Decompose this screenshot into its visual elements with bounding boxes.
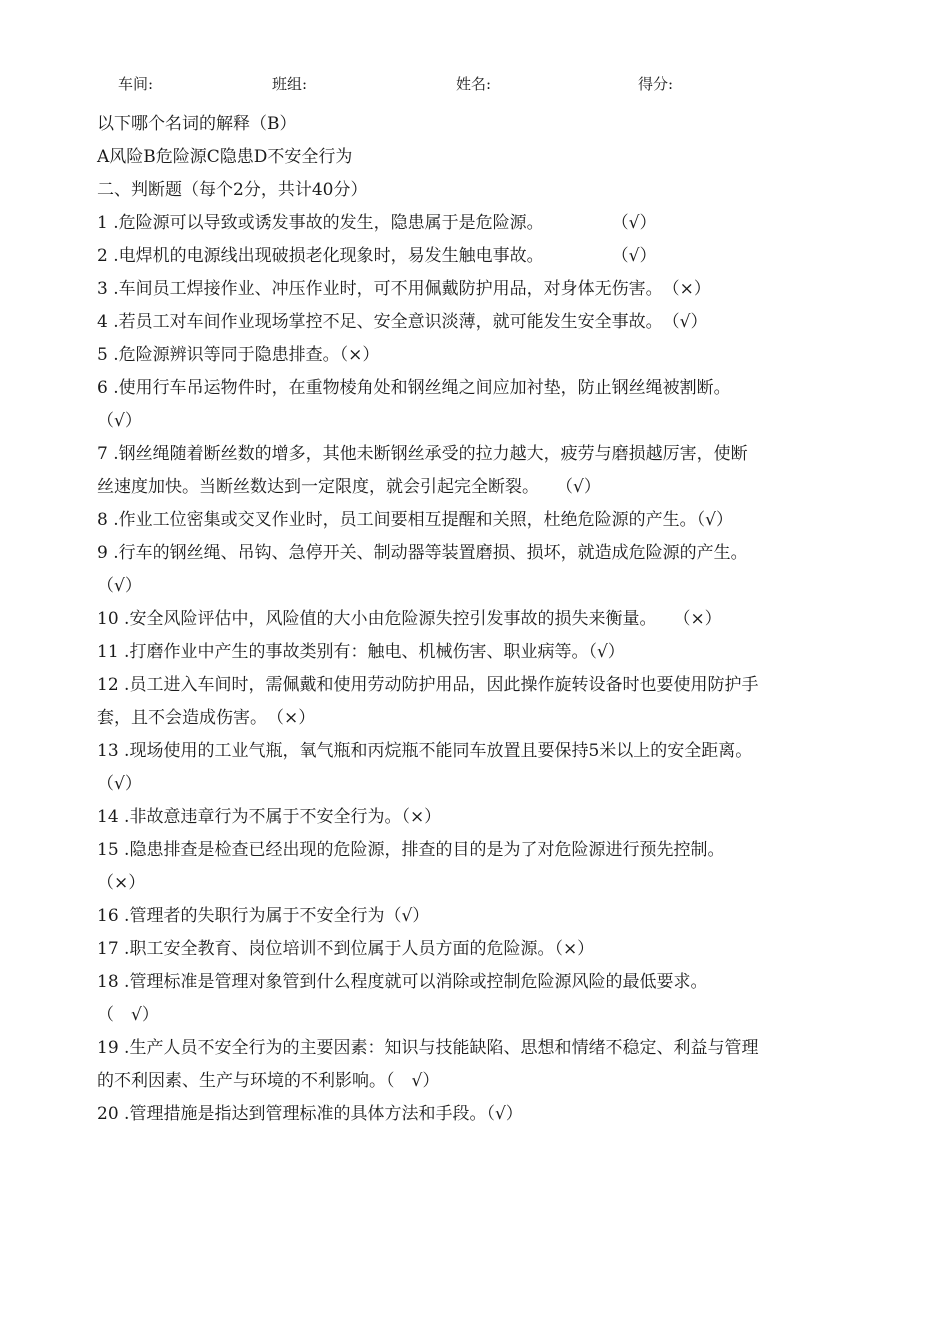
score-label: 得分:: [638, 75, 674, 93]
question-line: 19 .生产人员不安全行为的主要因素：知识与技能缺陷、思想和情绪不稳定、利益与管理: [97, 1038, 759, 1058]
question-line: 的不利因素、生产与环境的不利影响。（ √）: [97, 1071, 440, 1091]
question-line: 2 .电焊机的电源线出现破损老化现象时，易发生触电事故。 （√）: [97, 246, 657, 266]
question-line: 6 .使用行车吊运物件时，在重物棱角处和钢丝绳之间应加衬垫，防止钢丝绳被割断。: [97, 378, 731, 398]
team-label: 班组:: [272, 75, 308, 93]
question-line: （×）: [97, 873, 146, 893]
document-body: [97, 108, 857, 1131]
question-line: 3 .车间员工焊接作业、冲压作业时，可不用佩戴防护用品，对身体无伤害。 （×）: [97, 279, 711, 299]
question-line: 20 .管理措施是指达到管理标准的具体方法和手段。（√）: [97, 1104, 523, 1124]
exam-header: [0, 73, 950, 95]
question-line: 1 .危险源可以导致或诱发事故的发生，隐患属于是危险源。 （√）: [97, 213, 657, 233]
question-line: （√）: [97, 576, 142, 596]
question-line: 15 .隐患排查是检查已经出现的危险源，排查的目的是为了对危险源进行预先控制。: [97, 840, 725, 860]
question-line: 7 .钢丝绳随着断丝数的增多，其他未断钢丝承受的拉力越大，疲劳与磨损越厉害，使断: [97, 444, 748, 464]
question-line: 9 .行车的钢丝绳、吊钩、急停开关、制动器等装置磨损、损坏，就造成危险源的产生。: [97, 543, 748, 563]
question-line: （√）: [97, 774, 142, 794]
section-heading: 二、判断题（每个2分，共计40分）: [97, 180, 368, 200]
question-line: （√）: [97, 411, 142, 431]
question-line: 11 .打磨作业中产生的事故类别有：触电、机械伤害、职业病等。（√）: [97, 642, 625, 662]
question-line: 8 .作业工位密集或交叉作业时，员工间要相互提醒和关照，杜绝危险源的产生。（√）: [97, 510, 733, 530]
question-line: 5 .危险源辨识等同于隐患排查。（×）: [97, 345, 380, 365]
text-line: A风险B危险源C隐患D不安全行为: [97, 147, 353, 167]
question-line: （ √）: [97, 1005, 159, 1025]
question-line: 18 .管理标准是管理对象管到什么程度就可以消除或控制危险源风险的最低要求。: [97, 972, 708, 992]
question-line: 12 .员工进入车间时，需佩戴和使用劳动防护用品，因此操作旋转设备时也要使用防护手: [97, 675, 759, 695]
name-label: 姓名:: [456, 75, 492, 93]
question-line: 13 .现场使用的工业气瓶，氧气瓶和丙烷瓶不能同车放置且要保持5米以上的安全距离。: [97, 741, 753, 761]
question-line: 10 .安全风险评估中，风险值的大小由危险源失控引发事故的损失来衡量。 （×）: [97, 609, 722, 629]
question-line: 14 .非故意违章行为不属于不安全行为。（×）: [97, 807, 442, 827]
question-line: 16 .管理者的失职行为属于不安全行为（√）: [97, 906, 430, 926]
question-line: 17 .职工安全教育、岗位培训不到位属于人员方面的危险源。（×）: [97, 939, 595, 959]
question-line: 丝速度加快。当断丝数达到一定限度，就会引起完全断裂。 （√）: [97, 477, 601, 497]
question-line: 4 .若员工对车间作业现场掌控不足、安全意识淡薄，就可能发生安全事故。 （√）: [97, 312, 708, 332]
question-line: 套，且不会造成伤害。 （×）: [97, 708, 316, 728]
workshop-label: 车间:: [118, 75, 154, 93]
text-line: 以下哪个名词的解释（B）: [97, 114, 297, 134]
